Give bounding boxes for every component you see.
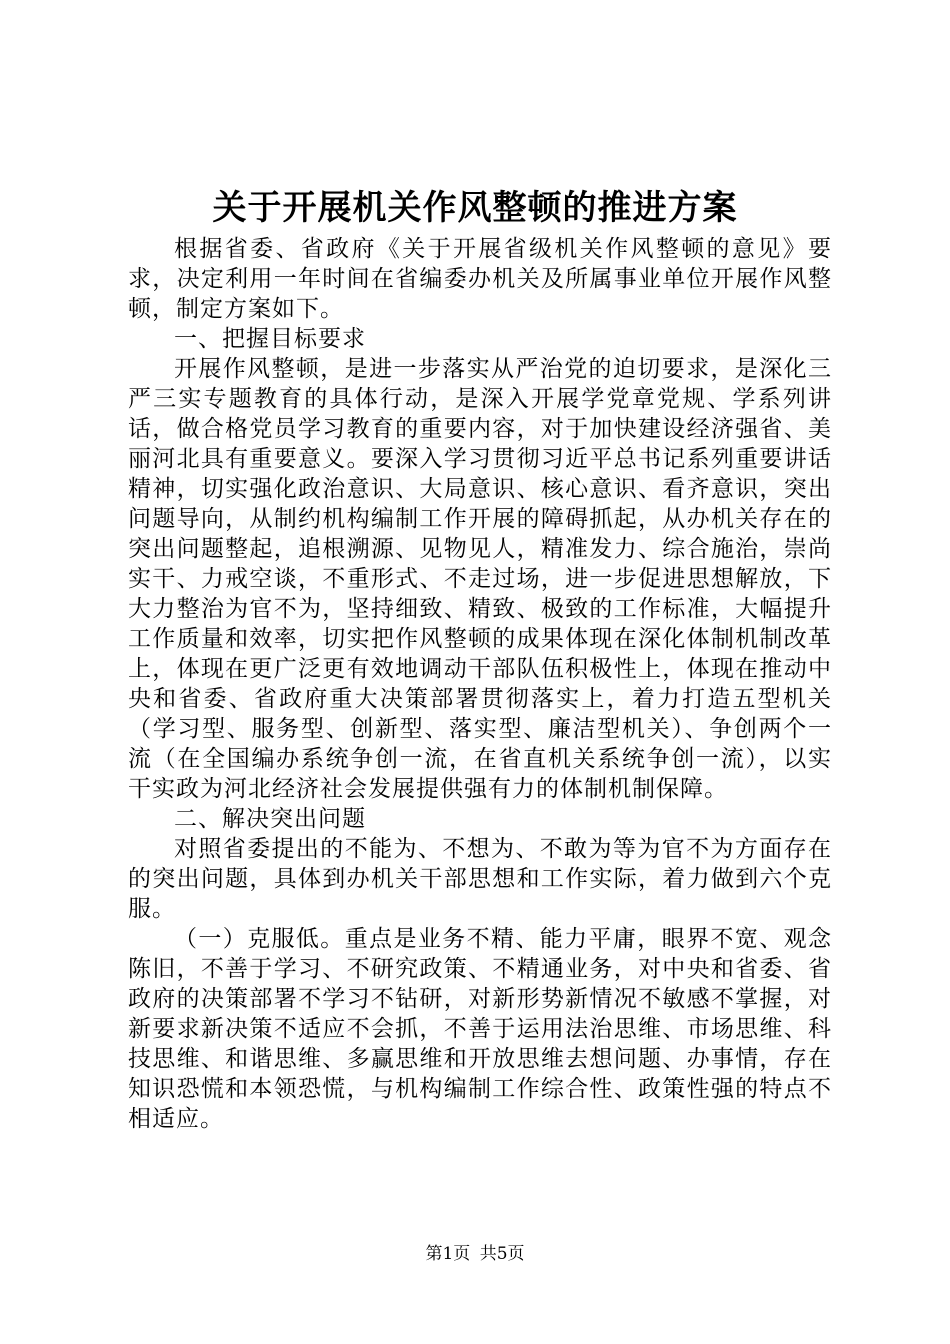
paragraph-subsection-1: （一）克服低。重点是业务不精、能力平庸，眼界不宽、观念陈旧，不善于学习、不研究政策、不精通业务，对中央和省委、省政府的决策部署不学习不钻研，对新形势新情况不敏感不掌握，对新要求新决策不适应不会抓，不善于运用法治思维、市场思维、科技思维、和谐思维、多赢思维和开放思维去想问题、办事情，存在知识恐慌和本领恐慌，与机构编制工作综合性、政策性强的特点不相适应。 bbox=[128, 926, 832, 1132]
section-heading-1: 一、把握目标要求 bbox=[174, 326, 366, 352]
document-title: 关于开展机关作风整顿的推进方案 bbox=[212, 188, 738, 228]
section-heading-2: 二、解决突出问题 bbox=[174, 806, 366, 832]
paragraph-section-1: 开展作风整顿，是进一步落实从严治党的迫切要求，是深化三严三实专题教育的具体行动，是深入开展学党章党规、学系列讲话，做合格党员学习教育的重要内容，对于加快建设经济强省、美丽河北具有重要意义。要深入学习贯彻习近平总书记系列重要讲话精神，切实强化政治意识、大局意识、核心意识、看齐意识，突出问题导向，从制约机构编制工作开展的障碍抓起，从办机关存在的突出问题整起，追根溯源、见物见人，精准发力、综合施治，崇尚实干、力戒空谈，不重形式、不走过场，进一步促进思想解放，下大力整治为官不为，坚持细致、精致、极致的工作标准，大幅提升工作质量和效率，切实把作风整顿的成果体现在深化体制机制改革上，体现在更广泛更有效地调动干部队伍积极性上，体现在推动中央和省委、省政府重大决策部署贯彻落实上，着力打造五型机关（学习型、服务型、创新型、落实型、廉洁型机关）、争创两个一流（在全国编办系统争创一流，在省直机关系统争创一流），以实干实政为河北经济社会发展提供强有力的体制机制保障。 bbox=[128, 356, 832, 802]
paragraph-intro: 根据省委、省政府《关于开展省级机关作风整顿的意见》要求，决定利用一年时间在省编委办机关及所属事业单位开展作风整顿，制定方案如下。 bbox=[128, 236, 832, 322]
paragraph-section-2: 对照省委提出的不能为、不想为、不敢为等为官不为方面存在的突出问题，具体到办机关干部思想和工作实际，着力做到六个克服。 bbox=[128, 836, 832, 922]
document-body bbox=[128, 234, 832, 1134]
page-footer: 第1页 共5页 bbox=[425, 1244, 525, 1264]
